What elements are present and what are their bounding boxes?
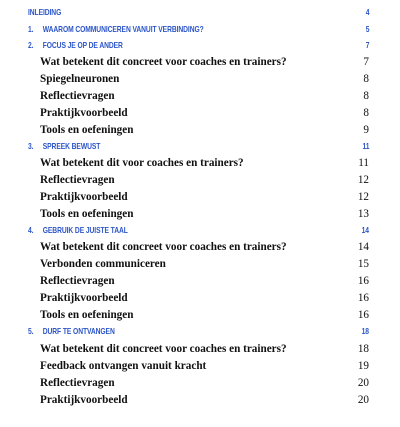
toc-page-number: 18 xyxy=(357,343,369,355)
toc-page-number: 16 xyxy=(357,275,369,287)
toc-section-row[interactable] xyxy=(0,73,400,89)
toc-section-row[interactable] xyxy=(0,394,400,410)
toc-page-number: 4 xyxy=(365,8,369,17)
toc-chapter-title xyxy=(28,327,115,336)
toc-chapter-title xyxy=(28,226,128,235)
toc-section-row[interactable] xyxy=(0,309,400,325)
toc-chapter-row[interactable] xyxy=(0,41,400,53)
toc-chapter-number: 5. xyxy=(28,327,34,336)
toc-section-row[interactable] xyxy=(0,107,400,123)
toc-section-row[interactable] xyxy=(0,258,400,274)
toc-page-number: 16 xyxy=(357,309,369,321)
toc-section-title: Feedback ontvangen vanuit kracht xyxy=(40,360,207,372)
toc-chapter-number: 1. xyxy=(28,25,34,34)
toc-section-title: Tools en oefeningen xyxy=(40,309,134,321)
toc-page-number: 20 xyxy=(357,377,369,389)
toc-section-title: Reflectievragen xyxy=(40,377,115,389)
toc-section-title: Wat betekent dit concreet voor coaches en trainers? xyxy=(40,241,287,253)
toc-section-title: Wat betekent dit voor coaches en trainers? xyxy=(40,157,244,169)
toc-section-row[interactable] xyxy=(0,377,400,393)
toc-chapter-title: INLEIDING xyxy=(28,8,62,17)
toc-chapter-text: FOCUS JE OP DE ANDER xyxy=(42,41,123,50)
toc-section-title: Reflectievragen xyxy=(40,174,115,186)
toc-chapter-row[interactable] xyxy=(0,226,400,238)
toc-section-row[interactable] xyxy=(0,124,400,140)
toc-page-number: 7 xyxy=(365,41,369,50)
toc-chapter-row[interactable] xyxy=(0,327,400,339)
toc-page-number: 9 xyxy=(363,124,369,136)
toc-chapter-text: DURF TE ONTVANGEN xyxy=(42,327,115,336)
toc-section-row[interactable] xyxy=(0,174,400,190)
toc-section-title: Praktijkvoorbeeld xyxy=(40,107,128,119)
toc-page-number: 19 xyxy=(357,360,369,372)
toc-section-row[interactable] xyxy=(0,275,400,291)
toc-chapter-number: 4. xyxy=(28,226,34,235)
toc-section-row[interactable] xyxy=(0,343,400,359)
toc-page-number: 12 xyxy=(357,174,369,186)
toc-chapter-row[interactable] xyxy=(0,25,400,37)
toc-page-number: 14 xyxy=(357,241,369,253)
toc-section-title: Wat betekent dit concreet voor coaches en trainers? xyxy=(40,343,287,355)
toc-page-number: 11 xyxy=(358,157,369,169)
toc-section-row[interactable] xyxy=(0,157,400,173)
toc-page-number: 8 xyxy=(363,90,369,102)
toc-page-number: 8 xyxy=(363,73,369,85)
toc-page-number: 5 xyxy=(365,25,369,34)
toc-chapter-text: GEBRUIK DE JUISTE TAAL xyxy=(42,226,128,235)
toc-section-row[interactable] xyxy=(0,360,400,376)
toc-page-number: 12 xyxy=(357,191,369,203)
toc-page-number: 20 xyxy=(357,394,369,406)
toc-page-number: 11 xyxy=(362,142,369,151)
toc-section-title: Praktijkvoorbeeld xyxy=(40,394,128,406)
toc-section-title: Praktijkvoorbeeld xyxy=(40,191,128,203)
toc-chapter-row[interactable] xyxy=(0,142,400,154)
toc-section-row[interactable] xyxy=(0,292,400,308)
toc-section-title: Praktijkvoorbeeld xyxy=(40,292,128,304)
toc-section-title: Tools en oefeningen xyxy=(40,124,134,136)
toc-page-number: 14 xyxy=(361,226,369,235)
toc-chapter-number: 2. xyxy=(28,41,34,50)
toc-chapter-title xyxy=(28,142,100,151)
toc-section-title: Wat betekent dit concreet voor coaches en trainers? xyxy=(40,56,287,68)
toc-page-number: 8 xyxy=(363,107,369,119)
toc-chapter-row[interactable] xyxy=(0,8,400,20)
toc-section-row[interactable] xyxy=(0,56,400,72)
toc-page-number: 16 xyxy=(357,292,369,304)
toc-page-number: 7 xyxy=(363,56,369,68)
toc-section-title: Reflectievragen xyxy=(40,275,115,287)
toc-chapter-title xyxy=(28,25,204,34)
toc-section-title: Spiegelneuronen xyxy=(40,73,120,85)
toc-page-number: 13 xyxy=(357,208,369,220)
toc-page-number: 15 xyxy=(357,258,369,270)
toc-page-number: 18 xyxy=(361,327,369,336)
toc-chapter-text: WAAROM COMMUNICEREN VANUIT VERBINDING? xyxy=(42,25,204,34)
toc-section-title: Verbonden communiceren xyxy=(40,258,166,270)
toc-chapter-number: 3. xyxy=(28,142,34,151)
toc-chapter-title xyxy=(28,41,123,50)
toc-chapter-text: SPREEK BEWUST xyxy=(42,142,101,151)
toc-section-row[interactable] xyxy=(0,208,400,224)
toc-section-title: Reflectievragen xyxy=(40,90,115,102)
toc-section-row[interactable] xyxy=(0,241,400,257)
toc-section-row[interactable] xyxy=(0,191,400,207)
toc-section-title: Tools en oefeningen xyxy=(40,208,134,220)
toc-section-row[interactable] xyxy=(0,90,400,106)
